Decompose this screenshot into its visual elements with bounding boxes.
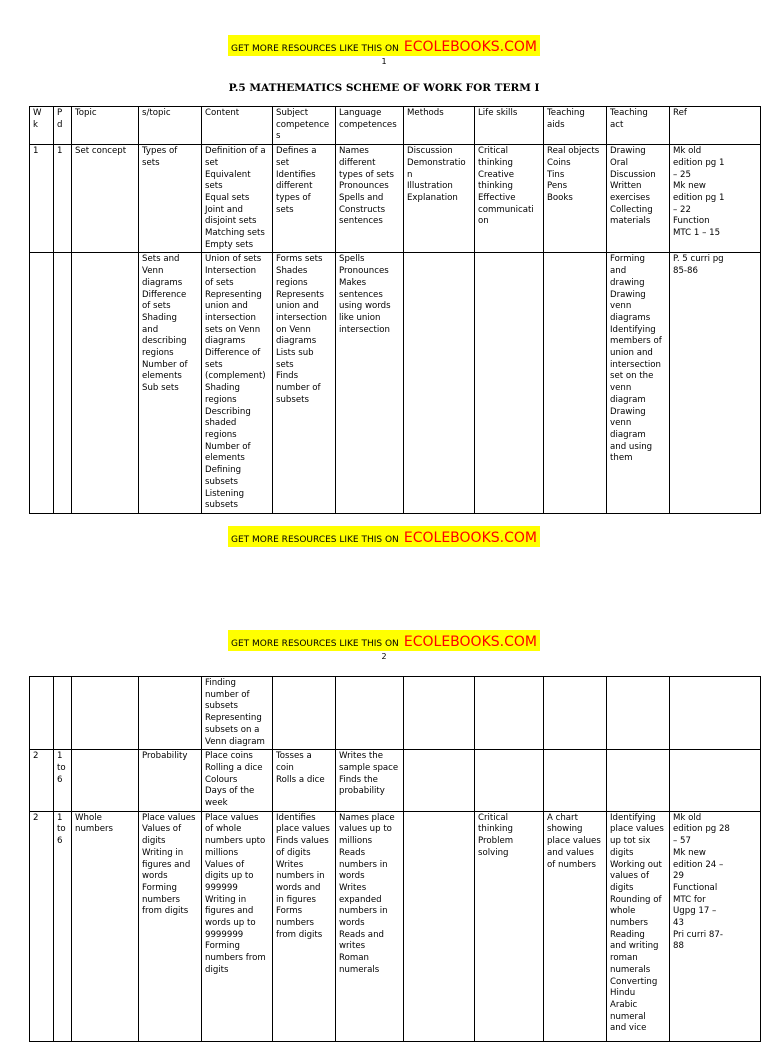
table-cell [475,677,544,750]
table-cell [72,750,139,812]
table-cell [139,811,202,1041]
table-cell [670,107,761,145]
cell-text: Union of sets Intersection of sets Representing union and intersection sets on Venn diagrams Difference of sets (complement) Shading regions Describing shaded regions Number of elements Defining subsets Listening subsets [205,254,266,511]
cell-text: Teaching aids [547,108,585,130]
cell-text: 1 [33,146,39,157]
table-cell [544,750,607,812]
cell-text: Types of sets [142,146,178,168]
cell-text: Forms sets Shades regions Represents union and intersection on Venn diagrams Lists sub sets Finds number of subsets [276,254,327,405]
cell-text: Place values of whole numbers upto millions Values of digits up to 999999 Writing in figures and words up to 9999999 Forming numbers from digits [205,812,266,975]
table-cell [607,145,670,253]
table-cell [336,145,404,253]
table-cell [273,750,336,812]
cell-text: P d [57,108,63,130]
footer-banner[interactable] [0,527,768,546]
table-cell [404,253,475,513]
table-cell [544,677,607,750]
cell-text: Critical thinking Creative thinking Effective communicati on [478,146,534,227]
scheme-table-page1 [29,106,761,514]
cell-text: Discussion Demonstratio n Illustration Explanation [407,146,466,203]
cell-text: Writes the sample space Finds the probability [339,751,399,797]
table-cell [72,677,139,750]
table-cell [336,107,404,145]
table-cell [30,253,54,513]
table-cell [30,107,54,145]
table-cell [30,145,54,253]
cell-text: Real objects Coins Tins Pens Books [547,146,600,203]
cell-text: Mk old edition pg 1 – 25 Mk new edition pg 1 – 22 Function MTC 1 – 15 [673,146,725,239]
table-cell [336,811,404,1041]
table-cell [202,750,273,812]
table-cell [72,145,139,253]
table-cell [607,107,670,145]
table-row [30,677,761,750]
table-cell [202,253,273,513]
table-cell [139,253,202,513]
table-cell [475,253,544,513]
table-cell [336,750,404,812]
table-cell [54,107,72,145]
table-cell [202,811,273,1041]
cell-text: 2 [33,751,39,762]
table-cell [72,107,139,145]
banner-site-link[interactable]: ECOLEBOOKS.COM [403,634,537,650]
banner-prefix: GET MORE RESOURCES LIKE THIS ON [231,44,399,54]
table-cell [202,677,273,750]
cell-text: Probability [142,751,188,762]
banner-prefix: GET MORE RESOURCES LIKE THIS ON [231,535,399,545]
table-cell [607,253,670,513]
table-cell [544,145,607,253]
table-cell [54,811,72,1041]
cell-text: Sets and Venn diagrams Difference of sets Shading and describing regions Number of elements Sub sets [142,254,188,394]
table-cell [54,145,72,253]
top-banner[interactable] [0,36,768,55]
cell-text: Methods [407,108,444,118]
cell-text: Tosses a coin Rolls a dice [276,751,325,785]
table-cell [30,677,54,750]
banner-site-link[interactable]: ECOLEBOOKS.COM [403,530,537,546]
table-cell [72,811,139,1041]
cell-text: A chart showing place values and values of numbers [547,812,601,870]
table-cell [475,811,544,1041]
table-cell [544,107,607,145]
cell-text: Identifying place values up tot six digits Working out values of digits Rounding of whole numbers Reading and writing roman numerals Converting Hindu Arabic numeral and vice [610,812,664,1034]
cell-text: Subject competence s [276,108,330,142]
table-cell [670,750,761,812]
table-cell [607,750,670,812]
table-cell [139,750,202,812]
table-row [30,253,761,513]
table-cell [139,107,202,145]
table-cell [273,107,336,145]
cell-text: Life skills [478,108,518,118]
cell-text: Mk old edition pg 28 – 57 Mk new edition 24 – 29 Functional MTC for Ugpg 17 – 43 Pri curri 87- 88 [673,812,730,952]
cell-text: Set concept [75,146,127,157]
table-header-row [30,107,761,145]
cell-text: Place coins Rolling a dice Colours Days of the week [205,751,263,809]
table-cell [202,145,273,253]
table-cell [139,145,202,253]
table-cell [475,750,544,812]
table-cell [404,107,475,145]
cell-text: W k [33,108,42,130]
table-cell [670,253,761,513]
table-cell [30,750,54,812]
table-cell [273,677,336,750]
cell-text: 1 [57,146,63,157]
table-cell [607,677,670,750]
page-number: 1 [381,57,387,66]
cell-text: Names different types of sets Pronounces Spells and Constructs sentences [339,146,395,227]
cell-text: Finding number of subsets Representing subsets on a Venn diagram [205,678,265,747]
table-cell [404,677,475,750]
cell-text: Names place values up to millions Reads numbers in words Writes expanded numbers in words Reads and writes Roman numerals [339,812,395,975]
table-cell [273,253,336,513]
banner-prefix: GET MORE RESOURCES LIKE THIS ON [231,639,399,649]
table-cell [336,253,404,513]
cell-text: Identifies place values Finds values of digits Writes numbers in words and in figures Forms numbers from digits [276,812,330,940]
cell-text: P. 5 curri pg 85-86 [673,254,724,277]
table-cell [404,811,475,1041]
table-row [30,811,761,1041]
table-cell [475,145,544,253]
table-cell [670,811,761,1041]
cell-text: Language competences [339,108,397,130]
table-cell [54,677,72,750]
document-title: P.5 MATHEMATICS SCHEME OF WORK FOR TERM I [228,82,540,94]
table-cell [607,811,670,1041]
table-cell [544,811,607,1041]
cell-text: Definition of a set Equivalent sets Equal sets Joint and disjoint sets Matching sets Empty sets [205,146,266,250]
scheme-table-page2 [29,676,761,1042]
cell-text: 1 to 6 [57,812,66,847]
table-cell [139,677,202,750]
table-cell [670,677,761,750]
cell-text: Forming and drawing Drawing venn diagrams Identifying members of union and intersection set on the venn diagram Drawing venn diagram and using them [610,254,662,464]
cell-text: Critical thinking Problem solving [478,812,514,858]
table-cell [30,811,54,1041]
page2-top-banner[interactable] [0,631,768,650]
cell-text: 2 [33,812,39,823]
cell-text: s/topic [142,108,171,118]
table-cell [54,253,72,513]
table-cell [404,750,475,812]
table-cell [336,677,404,750]
table-cell [72,253,139,513]
cell-text: 1 to 6 [57,751,66,785]
table-cell [273,145,336,253]
cell-text: Teaching act [610,108,648,130]
cell-text: Spells Pronounces Makes sentences using words like union intersection [339,254,391,335]
table-cell [202,107,273,145]
table-cell [544,253,607,513]
table-row [30,750,761,812]
table-cell [404,145,475,253]
cell-text: Topic [75,108,97,118]
cell-text: Drawing Oral Discussion Written exercises Collecting materials [610,146,656,227]
table-cell [670,145,761,253]
cell-text: Place values Values of digits Writing in figures and words Forming numbers from digits [142,812,196,917]
cell-text: Whole numbers [75,812,114,835]
banner-site-link[interactable]: ECOLEBOOKS.COM [403,39,537,55]
table-cell [54,750,72,812]
cell-text: Ref [673,108,687,118]
page-number-2: 2 [381,652,387,661]
cell-text: Defines a set Identifies different types of sets [276,146,317,215]
table-row [30,145,761,253]
table-cell [273,811,336,1041]
cell-text: Content [205,108,240,118]
table-cell [475,107,544,145]
